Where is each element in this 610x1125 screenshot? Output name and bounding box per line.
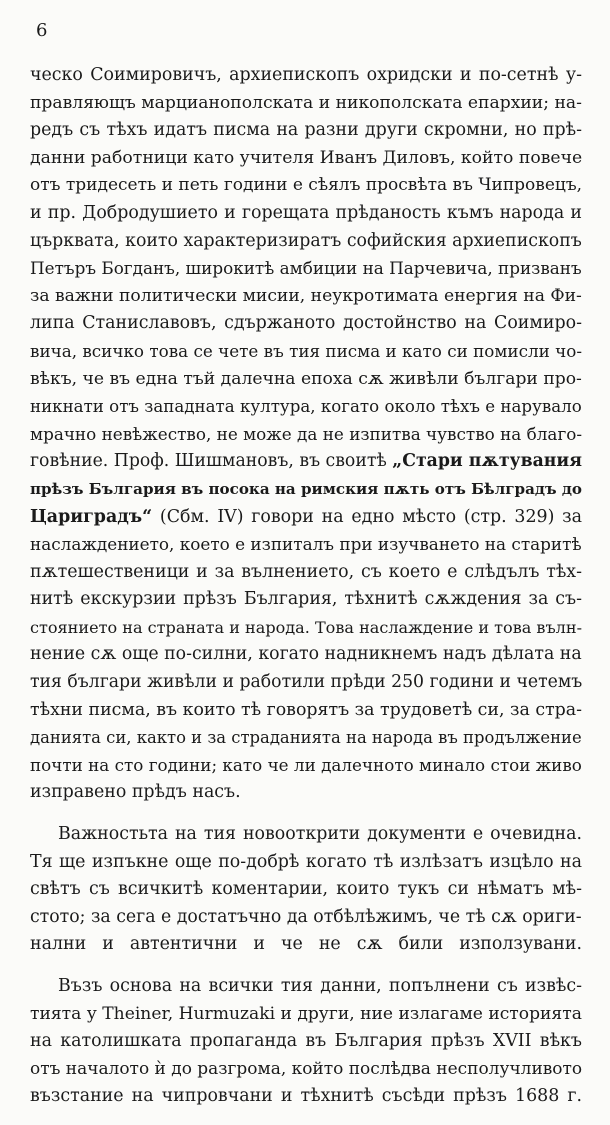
text-run: нение сѫ още по-силни, когато надникнемъ надъ дѣлата на [30,644,582,665]
text-run: стото; за сега е достатъчно да отбѣлѣжимъ, че тѣ сѫ ориги- [30,906,582,927]
paragraph [30,62,582,807]
text-line [30,62,582,90]
text-run: нитѣ екскурзии прѣзъ България, тѣхнитѣ сѫждения за съ- [30,589,582,610]
text-run: редъ съ тѣхъ идатъ писма на разни други скромни, но прѣ- [30,120,582,141]
text-run: липа Станиславовъ, сдържаното достойнство на Соимиро- [30,313,582,334]
text-line [30,559,582,587]
paragraph [30,821,582,959]
text-line [30,1001,582,1029]
text-line [30,1083,582,1111]
text-line [30,310,582,338]
text-line [30,752,582,780]
text-line [30,200,582,228]
bold-text-run: Цариградъ“ [30,506,153,527]
text-run: Важностьта на тия новооткрити документи е очевидна. [58,824,582,845]
text-line [30,172,582,200]
text-run: правляющъ марцианополската и никополската епархии; на- [30,92,582,113]
text-run: почти на сто години; като че ли далечното минало стои живо [30,754,582,775]
text-run: вича, всичко това се чете въ тия писма и като си помисли чо- [30,340,582,361]
text-line [30,1056,582,1084]
text-line [30,476,582,504]
text-line [30,255,582,283]
text-line [30,117,582,145]
text-line [30,90,582,118]
text-line [30,504,582,532]
bold-text-run: „Стари пѫтувания [392,451,582,472]
text-run: Петъръ Богданъ, широкитѣ амбиции на Парчевича, призванъ [30,258,582,279]
text-line [30,145,582,173]
text-line [30,931,582,959]
text-run: и пр. Добродушието и горещата прѣданость къмъ народа и [30,202,582,223]
text-run: стоянието на страната и народа. Това наслаждение и това вълн- [30,617,582,637]
text-line [30,876,582,904]
text-run: тѣхни писма, въ които тѣ говорятъ за трудоветѣ си, за стра- [30,699,582,720]
text-run: вѣкъ, че въ една тъй далечна епоха сѫ живѣли българи про- [30,368,582,389]
text-run: Тя ще изпъкне още по-добрѣ когато тѣ излѣзатъ изцѣло на [30,851,582,872]
text-line [30,821,582,849]
text-run: тия българи живѣли и работили прѣди 250 години и четемъ [30,672,582,693]
text-line [30,338,582,366]
text-line [30,724,582,752]
text-line [30,393,582,421]
text-line [30,779,582,807]
text-line [30,283,582,311]
paragraph [30,973,582,1111]
text-run: нални и автентични и че не сѫ били използувани. [30,934,582,955]
text-run: ческо Соимировичъ, архиепископъ охридски и по-сетнѣ у- [30,65,582,85]
text-run: данията си, както и за страданията на народа въ продължение [30,728,582,748]
text-run: (Сбм. IV) говори на едно мѣсто (стр. 329) за [152,506,582,527]
text-run: на католишката пропаганда въ България прѣзъ XVII вѣкъ [30,1031,582,1052]
text-line [30,586,582,614]
text-run: възстание на чипровчани и тѣхнитѣ съсѣди прѣзъ 1688 г. [30,1086,582,1107]
text-run: тията у Theiner, Hurmuzaki и други, ние излагаме историята [30,1003,582,1024]
text-run: изправено прѣдъ насъ. [30,782,241,803]
bold-text-run: прѣзъ България въ посока на римския пѫть отъ Бѣлградъ до [30,479,582,498]
text-run: свѣтъ съ всичкитѣ коментарии, които тукъ си нѣматъ мѣ- [30,879,582,900]
text-line [30,669,582,697]
text-run: църквата, които характеризиратъ софийския архиепископъ [30,230,582,251]
text-line [30,697,582,725]
text-line [30,531,582,559]
text-line [30,366,582,394]
text-run: за важни политически мисии, неукротимата енергия на Фи- [30,285,582,306]
text-run: говѣние. Проф. Шишмановъ, въ своитѣ [30,451,393,472]
text-run: данни работници като учителя Иванъ Диловъ, който повече [30,147,582,168]
text-line [30,421,582,449]
text-run: Възъ основа на всички тия данни, попълнени съ извѣс- [58,976,582,996]
text-run: отъ тридесеть и петь години е сѣялъ просвѣта въ Чипровецъ, [30,175,582,196]
text-run: никнати отъ западната култура, когато около тѣхъ е нарувало [30,397,582,417]
text-run: отъ началото ѝ до разгрома, който послѣдва несполучливото [30,1058,582,1079]
text-line [30,1028,582,1056]
text-line [30,849,582,877]
text-line [30,614,582,642]
text-line [30,973,582,1001]
page-number: 6 [36,20,48,41]
text-run: пѫтешественици и за вълнението, съ което е слѣдълъ тѣх- [30,561,582,582]
text-run: наслаждението, което е изпиталъ при изучването на старитѣ [30,534,582,555]
text-run: мрачно невѣжество, не може да не изпитва чувство на благо- [30,423,582,444]
text-line [30,228,582,256]
text-line [30,448,582,476]
text-line [30,904,582,932]
text-line [30,641,582,669]
body-text [30,62,582,1125]
